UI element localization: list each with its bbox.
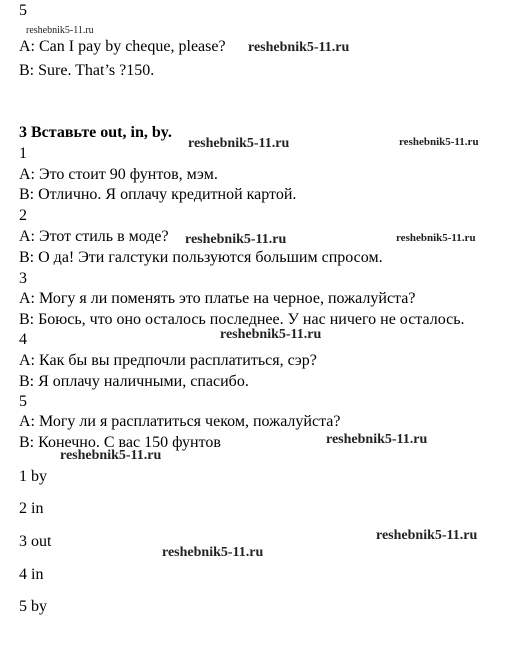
dialog-line-b: B: Конечно. С вас 150 фунтов bbox=[19, 434, 221, 451]
watermark: reshebnik5-11.ru bbox=[399, 136, 479, 148]
task-heading: 3 Вставьте out, in, by. bbox=[19, 124, 172, 141]
answer-item: 2 in bbox=[19, 500, 44, 517]
watermark: reshebnik5-11.ru bbox=[60, 448, 162, 463]
dialog-number: 5 bbox=[19, 2, 27, 19]
dialog-line-b: B: Отлично. Я оплачу кредитной картой. bbox=[19, 186, 297, 203]
dialog-number: 3 bbox=[19, 270, 27, 287]
dialog-line-b: B: Я оплачу наличными, спасибо. bbox=[19, 373, 249, 390]
answer-item: 4 in bbox=[19, 566, 44, 583]
watermark: reshebnik5-11.ru bbox=[326, 432, 428, 447]
dialog-line-b: B: Боюсь, что оно осталось последнее. У нас ничего не осталось. bbox=[19, 311, 465, 328]
dialog-line-a: A: Могу я ли поменять это платье на черное, пожалуйста? bbox=[19, 290, 416, 307]
dialog-line-a: A: Этот стиль в моде? bbox=[19, 228, 169, 245]
watermark: reshebnik5-11.ru bbox=[26, 25, 94, 36]
dialog-line-b: B: Sure. That’s ?150. bbox=[19, 62, 155, 79]
dialog-line-a: A: Как бы вы предпочли расплатиться, сэр? bbox=[19, 352, 317, 369]
dialog-number: 1 bbox=[19, 145, 27, 162]
answer-item: 3 out bbox=[19, 533, 52, 550]
watermark: reshebnik5-11.ru bbox=[188, 136, 290, 151]
watermark: reshebnik5-11.ru bbox=[248, 40, 350, 55]
dialog-line-a: A: Это стоит 90 фунтов, мэм. bbox=[19, 166, 218, 183]
answer-item: 5 by bbox=[19, 598, 47, 615]
dialog-line-b: B: О да! Эти галстуки пользуются большим спросом. bbox=[19, 249, 383, 266]
dialog-number: 4 bbox=[19, 331, 27, 348]
watermark: reshebnik5-11.ru bbox=[396, 232, 476, 244]
dialog-number: 2 bbox=[19, 207, 27, 224]
watermark: reshebnik5-11.ru bbox=[376, 528, 478, 543]
watermark: reshebnik5-11.ru bbox=[185, 232, 287, 247]
answer-item: 1 by bbox=[19, 468, 47, 485]
watermark: reshebnik5-11.ru bbox=[220, 327, 322, 342]
dialog-number: 5 bbox=[19, 393, 27, 410]
watermark: reshebnik5-11.ru bbox=[162, 545, 264, 560]
dialog-line-a: A: Могу ли я расплатиться чеком, пожалуйста? bbox=[19, 413, 341, 430]
dialog-line-a: A: Can I pay by cheque, please? bbox=[19, 38, 226, 55]
